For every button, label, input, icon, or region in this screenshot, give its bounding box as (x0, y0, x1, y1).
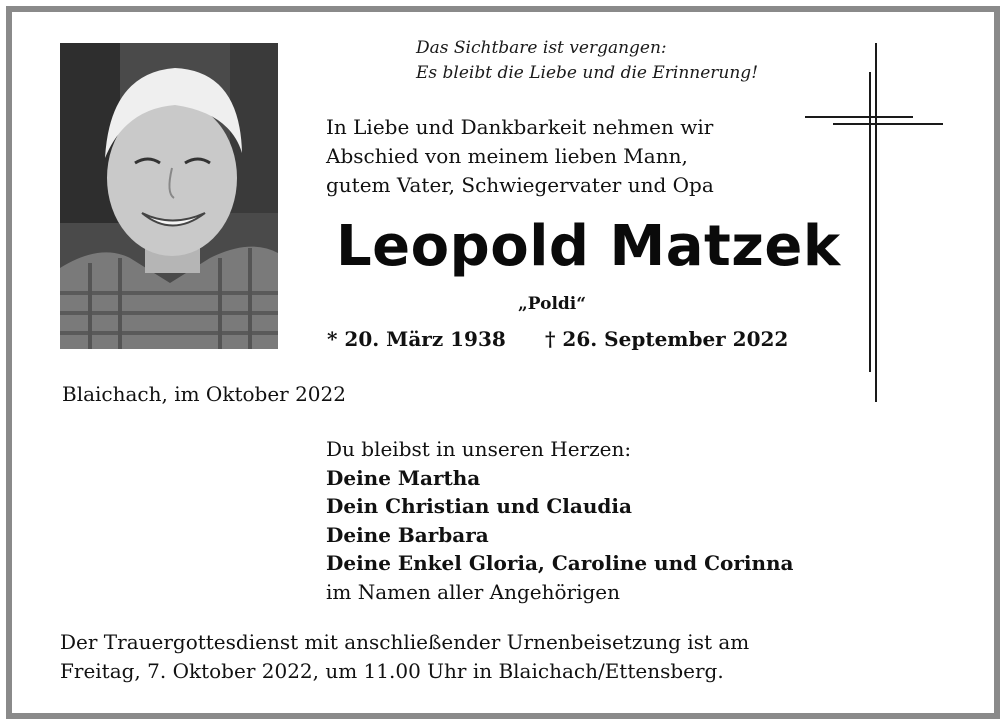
deceased-nickname: „Poldi“ (518, 294, 587, 314)
deceased-name: Leopold Matzek (336, 214, 841, 279)
family-member: Deine Martha (326, 465, 481, 490)
intro-text (326, 113, 714, 200)
family-closing: im Namen aller Angehörigen (326, 579, 621, 604)
intro-line-2: Abschied von meinem lieben Mann, (326, 144, 688, 168)
family-section (326, 435, 794, 606)
latin-cross-icon (800, 40, 950, 410)
service-line-1: Der Trauergottesdienst mit anschließender Urnenbeisetzung ist am (60, 630, 750, 654)
service-notice (60, 628, 749, 686)
intro-line-3: gutem Vater, Schwiegervater und Opa (326, 173, 714, 197)
family-heading: Du bleibst in unseren Herzen: (326, 437, 632, 461)
family-member: Deine Barbara (326, 522, 489, 547)
motto-line-1: Das Sichtbare ist vergangen: (416, 38, 667, 58)
service-line-2: Freitag, 7. Oktober 2022, um 11.00 Uhr in Blaichach/Ettensberg. (60, 659, 724, 683)
place-date: Blaichach, im Oktober 2022 (62, 382, 346, 406)
intro-line-1: In Liebe und Dankbarkeit nehmen wir (326, 115, 714, 139)
portrait-photo (60, 43, 278, 349)
family-member: Deine Enkel Gloria, Caroline und Corinna (326, 551, 794, 575)
motto (416, 36, 758, 86)
family-member: Dein Christian und Claudia (326, 494, 632, 518)
motto-line-2: Es bleibt die Liebe und die Erinnerung! (416, 63, 759, 83)
death-date: † 26. September 2022 (545, 327, 789, 351)
birth-date: * 20. März 1938 (327, 327, 506, 351)
